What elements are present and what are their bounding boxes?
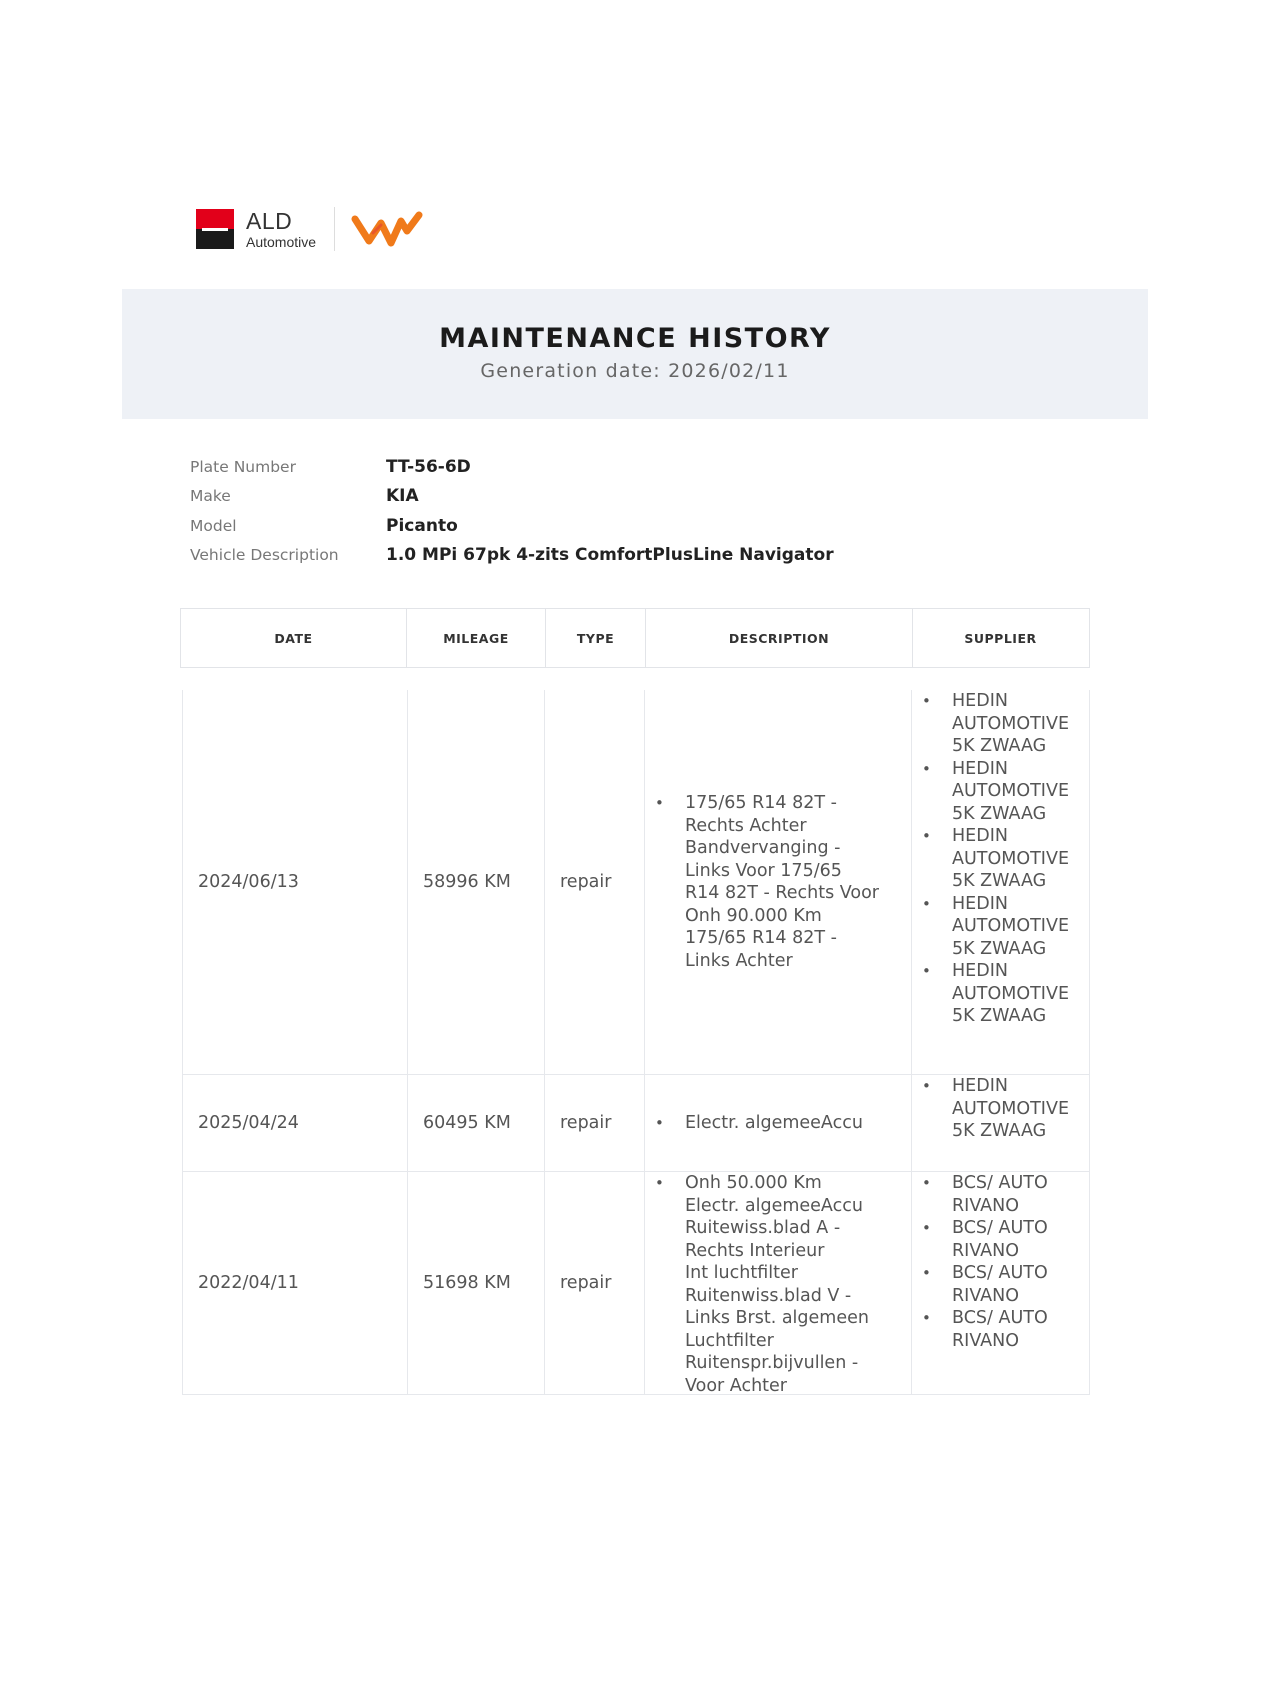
cell-date: 2025/04/24 <box>183 1075 408 1171</box>
vehicle-info <box>190 452 834 570</box>
info-label: Model <box>190 516 237 535</box>
cell-date: 2022/04/11 <box>183 1172 408 1394</box>
logo-bar <box>196 206 423 252</box>
supplier-item: • HEDIN AUTOMOTIVE 5K ZWAAG <box>922 690 1069 758</box>
supplier-item: • HEDIN AUTOMOTIVE 5K ZWAAG <box>922 758 1069 826</box>
column-header-mileage: MILEAGE <box>407 609 546 667</box>
brand-name: ALD <box>246 207 293 234</box>
cell-supplier <box>912 1172 1088 1394</box>
cell-mileage: 58996 KM <box>408 690 545 1074</box>
column-header-date: DATE <box>181 609 407 667</box>
info-row-make <box>190 482 834 512</box>
info-label: Make <box>190 487 231 506</box>
cell-description <box>645 1172 912 1394</box>
description-item: • Electr. algemeeAccu <box>655 1112 863 1135</box>
cell-type: repair <box>545 690 645 1074</box>
cell-description <box>645 690 912 1074</box>
info-value: 1.0 MPi 67pk 4-zits ComfortPlusLine Navigator <box>386 545 834 566</box>
partner-logo-icon <box>351 207 423 251</box>
column-header-supplier: SUPPLIER <box>964 630 1037 646</box>
description-item: • Onh 50.000 Km Electr. algemeeAccu Ruitewiss.blad A - Rechts Interieur Int luchtfilter Ruitenwiss.blad V - Links Brst. algemeen Luchtfilter Ruitenspr.bijvullen - Voor Achter <box>655 1172 869 1397</box>
supplier-item: • BCS/ AUTO RIVANO <box>922 1172 1048 1217</box>
description-list <box>645 1112 867 1135</box>
table-row <box>182 690 1090 1075</box>
ald-logo-icon <box>196 209 234 249</box>
ald-logo-text <box>246 207 317 250</box>
description-list <box>645 1172 873 1397</box>
info-label: Vehicle Description <box>190 546 339 565</box>
description-item: • 175/65 R14 82T - Rechts Achter Bandvervanging - Links Voor 175/65 R14 82T - Rechts Voor Onh 90.000 Km 175/65 R14 82T - Links Achter <box>655 792 879 972</box>
title-band <box>122 289 1148 419</box>
supplier-list <box>912 1172 1052 1352</box>
cell-supplier <box>912 1075 1088 1171</box>
cell-mileage: 60495 KM <box>408 1075 545 1171</box>
table-header <box>180 608 1090 668</box>
info-row-plate <box>190 452 834 482</box>
logo-divider <box>334 207 335 251</box>
cell-type: repair <box>545 1075 645 1171</box>
cell-type: repair <box>545 1172 645 1394</box>
cell-supplier <box>912 690 1088 1074</box>
info-row-description <box>190 541 834 571</box>
table-row <box>182 1172 1090 1395</box>
info-row-model <box>190 511 834 541</box>
cell-date: 2024/06/13 <box>183 690 408 1074</box>
info-value: Picanto <box>386 515 458 536</box>
supplier-item: • HEDIN AUTOMOTIVE 5K ZWAAG <box>922 825 1069 893</box>
page-title: MAINTENANCE HISTORY <box>439 323 831 354</box>
supplier-list <box>912 690 1073 1028</box>
table-row <box>182 1075 1090 1172</box>
supplier-item: • BCS/ AUTO RIVANO <box>922 1307 1048 1352</box>
info-label: Plate Number <box>190 457 296 476</box>
column-header-type: TYPE <box>546 609 646 667</box>
supplier-item: • BCS/ AUTO RIVANO <box>922 1217 1048 1262</box>
supplier-item: • HEDIN AUTOMOTIVE 5K ZWAAG <box>922 960 1069 1028</box>
supplier-item: • BCS/ AUTO RIVANO <box>922 1262 1048 1307</box>
cell-description <box>645 1075 912 1171</box>
description-list <box>645 792 883 972</box>
cell-mileage: 51698 KM <box>408 1172 545 1394</box>
supplier-list <box>912 1075 1073 1143</box>
info-value: KIA <box>386 486 419 507</box>
supplier-item: • HEDIN AUTOMOTIVE 5K ZWAAG <box>922 1075 1069 1143</box>
info-value: TT-56-6D <box>386 456 471 477</box>
column-header-description: DESCRIPTION <box>646 609 913 667</box>
table-body <box>182 690 1090 1395</box>
supplier-item: • HEDIN AUTOMOTIVE 5K ZWAAG <box>922 893 1069 961</box>
generation-date: Generation date: 2026/02/11 <box>480 360 790 382</box>
brand-sub: Automotive <box>246 233 317 250</box>
